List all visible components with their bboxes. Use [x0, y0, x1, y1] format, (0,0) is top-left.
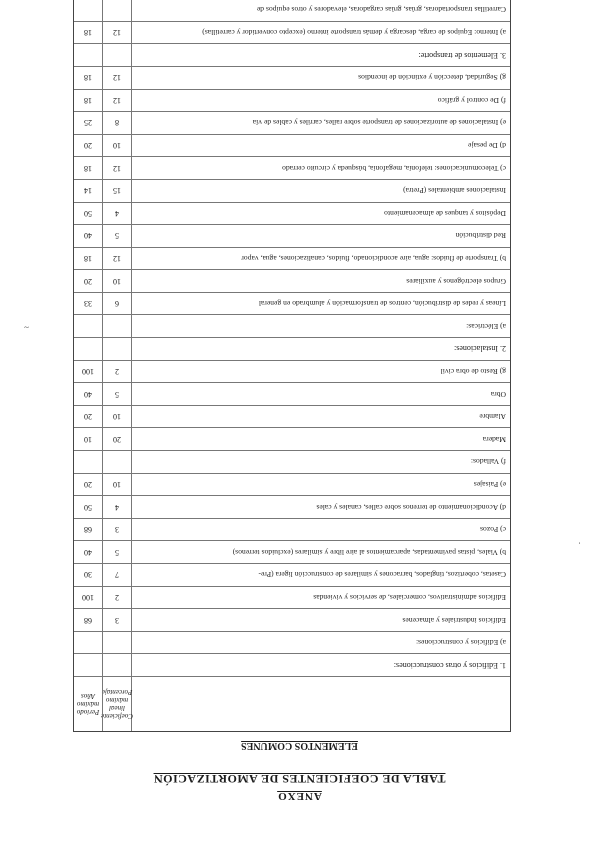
table-row	[74, 179, 510, 202]
row-max-period	[74, 451, 103, 473]
row-max-coefficient: 12	[103, 67, 132, 89]
table-row	[74, 111, 510, 134]
margin-mark: ·	[578, 538, 581, 548]
row-description: Instalaciones ambientales (Pretra)	[403, 186, 506, 196]
table-body	[74, 0, 510, 676]
row-description: Carretillas transportadoras, grúas, grúas cargadoras, elevadores y otros equipos de	[256, 5, 506, 15]
table-row	[74, 405, 510, 428]
row-max-coefficient: 4	[103, 203, 132, 225]
row-description: c) Pozos	[480, 525, 506, 535]
table-row	[74, 247, 510, 270]
document-title: TABLA DE COEFICIENTES DE AMORTIZACIÓN	[153, 772, 446, 786]
row-description: f) Vallados:	[470, 457, 506, 467]
document-subtitle: ELEMENTOS COMUNES	[241, 740, 358, 751]
column-header-max-period: Periodo máximo Años	[74, 677, 103, 731]
row-description: Grupos electrógenos y auxiliares	[406, 276, 506, 286]
row-description: d) De pesaje	[468, 141, 506, 151]
row-max-coefficient: 12	[103, 157, 132, 179]
row-description: b) Viales, pistas pavimentadas, aparcamientos al aire libre y similares (excluidos terrenos)	[232, 547, 506, 557]
row-description: a) Eléctricas:	[466, 321, 506, 331]
row-max-period	[74, 338, 103, 360]
row-max-period	[74, 44, 103, 66]
row-max-period: 100	[74, 587, 103, 609]
annex-heading: ANEXO	[277, 790, 322, 802]
row-max-coefficient: 10	[103, 474, 132, 496]
table-row	[74, 518, 510, 541]
table-row	[74, 315, 510, 338]
row-max-coefficient: 6	[103, 293, 132, 315]
margin-mark: ~	[24, 322, 29, 332]
row-description: 2. Instalaciones:	[454, 344, 506, 354]
row-max-period: 10	[74, 428, 103, 450]
table-row	[74, 450, 510, 473]
row-description: e) Paisajes	[473, 479, 506, 489]
table-row	[74, 292, 510, 315]
table-row	[74, 653, 510, 676]
row-description: Obra	[490, 389, 506, 399]
row-max-period: 18	[74, 22, 103, 44]
row-description: Alambre	[479, 412, 506, 422]
row-max-period: 20	[74, 135, 103, 157]
row-description: a) Edificios y construcciones:	[415, 638, 506, 648]
table-row	[74, 269, 510, 292]
table-row	[74, 0, 510, 21]
row-max-coefficient: 4	[103, 496, 132, 518]
row-max-period: 18	[74, 157, 103, 179]
row-max-coefficient: 20	[103, 428, 132, 450]
row-description: Red distribución	[455, 231, 506, 241]
row-max-coefficient	[103, 632, 132, 654]
row-max-period	[74, 654, 103, 676]
row-max-period: 30	[74, 564, 103, 586]
table-row	[74, 473, 510, 496]
row-description: a) Interno: Equipos de carga, descarga y demás transporte interno (excepto convertidor y carretillas)	[202, 28, 506, 38]
row-max-period	[74, 632, 103, 654]
row-max-period	[74, 0, 103, 21]
amortization-table	[73, 0, 511, 732]
row-max-coefficient: 12	[103, 248, 132, 270]
row-max-coefficient: 10	[103, 270, 132, 292]
row-max-period: 25	[74, 112, 103, 134]
row-max-coefficient: 10	[103, 406, 132, 428]
table-row	[74, 21, 510, 44]
row-max-period: 40	[74, 383, 103, 405]
row-max-coefficient: 3	[103, 519, 132, 541]
row-max-period: 68	[74, 519, 103, 541]
row-max-coefficient: 5	[103, 225, 132, 247]
row-max-period: 50	[74, 203, 103, 225]
row-description: g) Resto de obra civil	[440, 366, 506, 376]
row-max-coefficient	[103, 451, 132, 473]
row-max-coefficient: 2	[103, 587, 132, 609]
table-row	[74, 608, 510, 631]
row-max-coefficient: 8	[103, 112, 132, 134]
table-row	[74, 382, 510, 405]
row-max-coefficient: 5	[103, 383, 132, 405]
row-max-period: 50	[74, 496, 103, 518]
row-description: d) Acondicionamiento de terrenos sobre calles, canales y cales	[316, 502, 506, 512]
row-max-period: 18	[74, 90, 103, 112]
row-max-coefficient: 5	[103, 541, 132, 563]
table-header-row	[74, 676, 510, 731]
row-description: c) Telecomunicaciones: telefonía, megafonía, búsqueda y circuito cerrado	[282, 163, 506, 173]
table-row	[74, 43, 510, 66]
row-max-coefficient: 15	[103, 180, 132, 202]
row-max-coefficient: 7	[103, 564, 132, 586]
table-row	[74, 563, 510, 586]
row-max-coefficient	[103, 0, 132, 21]
row-description: 1. Edificios y otras construcciones:	[393, 660, 506, 670]
row-max-coefficient: 2	[103, 361, 132, 383]
row-max-coefficient: 10	[103, 135, 132, 157]
row-description: 3. Elementos de transporte:	[418, 50, 506, 60]
row-max-period: 68	[74, 609, 103, 631]
table-row	[74, 495, 510, 518]
row-max-coefficient: 12	[103, 90, 132, 112]
row-description: g) Seguridad, detección y extinción de incendios	[358, 73, 506, 83]
table-row	[74, 631, 510, 654]
table-row	[74, 156, 510, 179]
row-max-coefficient	[103, 316, 132, 338]
row-max-period: 40	[74, 225, 103, 247]
table-row	[74, 134, 510, 157]
table-row	[74, 360, 510, 383]
table-row	[74, 337, 510, 360]
row-description: Líneas y redes de distribución, centros de transformación y alumbrado en general	[258, 299, 506, 309]
row-max-period: 40	[74, 541, 103, 563]
row-description: Casetas, cobertizos, tinglados, barracones y similares de construcción ligera (Pre-	[258, 570, 506, 580]
table-row	[74, 89, 510, 112]
table-row	[74, 586, 510, 609]
table-row	[74, 540, 510, 563]
row-max-period: 100	[74, 361, 103, 383]
row-description: b) Transporte de fluidos: agua, aire acondicionado, fluidos, canalizaciones, agua, vapor	[241, 254, 506, 264]
row-max-coefficient	[103, 338, 132, 360]
table-row	[74, 427, 510, 450]
row-description: Depósitos y tanques de almacenamiento	[384, 208, 506, 218]
row-description: Madera	[482, 434, 506, 444]
row-max-period	[74, 316, 103, 338]
row-max-period: 20	[74, 270, 103, 292]
row-description: e) Instalaciones de autorizaciones de transporte sobre raíles, carriles y cables de vía	[252, 118, 506, 128]
row-max-coefficient	[103, 654, 132, 676]
row-max-period: 14	[74, 180, 103, 202]
row-max-coefficient: 12	[103, 22, 132, 44]
table-row	[74, 66, 510, 89]
row-description: Edificios administrativos, comerciales, de servicios y viviendas	[313, 592, 506, 602]
row-max-period: 20	[74, 474, 103, 496]
row-max-period: 20	[74, 406, 103, 428]
column-header-max-coefficient: Coeficiente lineal máximo Porcentaje	[103, 677, 132, 731]
row-max-period: 18	[74, 67, 103, 89]
row-max-coefficient: 3	[103, 609, 132, 631]
row-max-period: 18	[74, 248, 103, 270]
table-row	[74, 224, 510, 247]
row-description: f) De control y gráfico	[437, 95, 506, 105]
row-max-coefficient	[103, 44, 132, 66]
table-row	[74, 202, 510, 225]
row-description: Edificios industriales y almacenes	[402, 615, 506, 625]
row-max-period: 33	[74, 293, 103, 315]
